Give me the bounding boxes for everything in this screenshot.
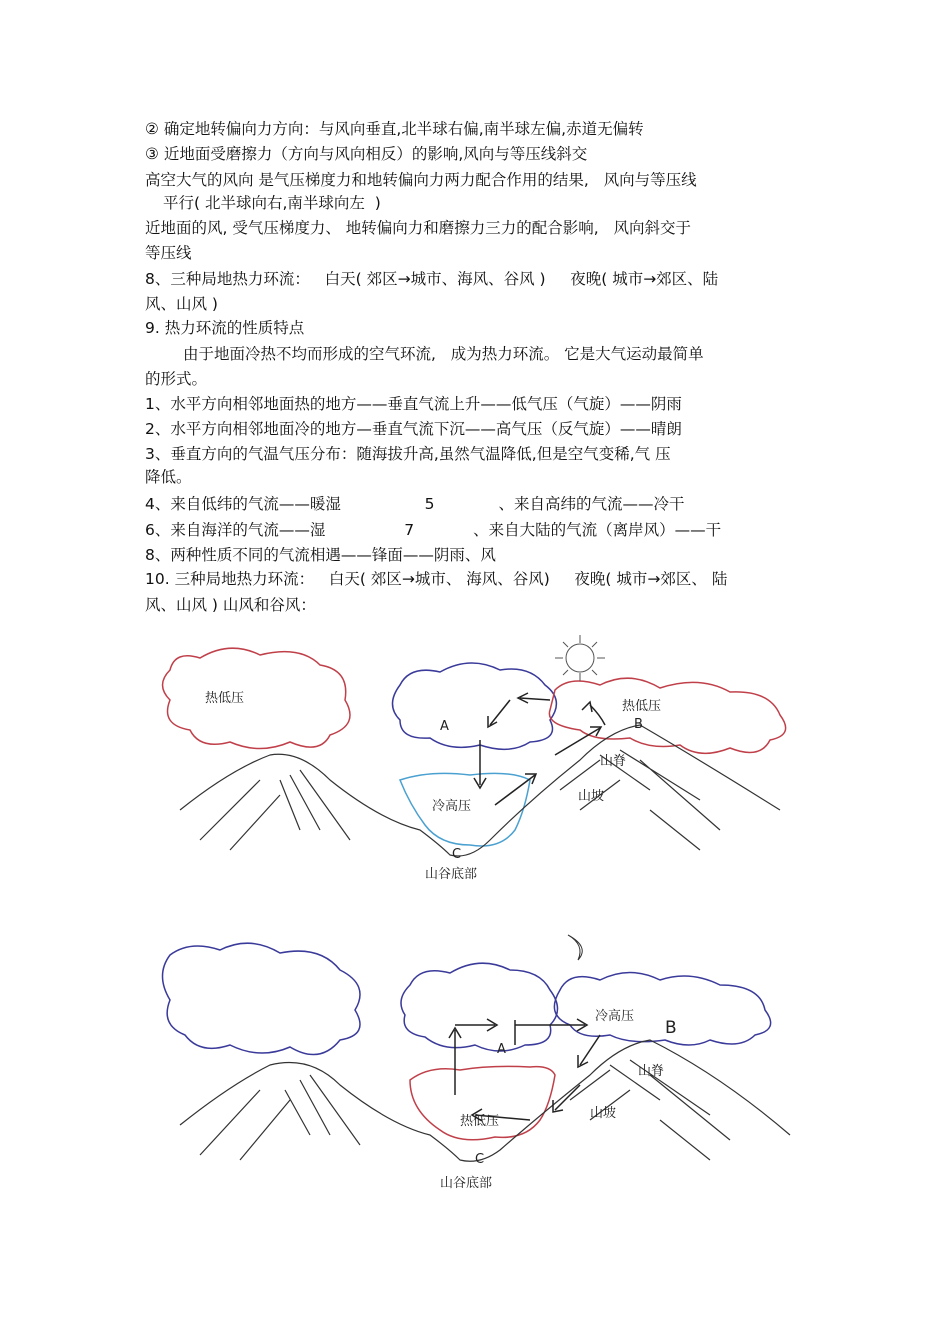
text-line: 高空大气的风向 是气压梯度力和地转偏向力两力配合作用的结果, 风向与等压线 [145,171,697,189]
label-a: A [440,719,449,734]
label-slope: 山坡 [590,1106,617,1121]
text-line: 由于地面冷热不均而形成的空气环流, 成为热力环流。 它是大气运动最简单 [183,345,704,363]
text-line: 等压线 [145,244,192,262]
label-cold-high: 冷高压 [595,1009,635,1024]
moon-icon [568,935,582,960]
valley-breeze-diagram [0,630,950,890]
label-hot-low-left: 热低压 [205,691,245,706]
text-line: 风、山风 ) 山风和谷风： [145,596,316,614]
label-hot-low-right: 热低压 [622,699,662,714]
label-c: C [475,1152,485,1167]
text-line: 6、来自海洋的气流——湿 7 、来自大陆的气流（离岸风）——干 [145,521,722,539]
text-line: ② 确定地转偏向力方向：与风向垂直,北半球右偏,南半球左偏,赤道无偏转 [145,120,644,138]
label-ridge: 山脊 [638,1064,665,1079]
label-c: C [452,847,462,862]
cloud-middle [393,663,557,749]
label-hot-low: 热低压 [460,1114,500,1129]
text-line: 近地面的风, 受气压梯度力、 地转偏向力和磨擦力三力的配合影响, 风向斜交于 [145,219,691,237]
text-line: 3、垂直方向的气温气压分布：随海拔升高,虽然气温降低,但是空气变稀,气 压 [145,445,671,463]
text-line: 的形式。 [145,370,208,388]
label-b: B [665,1018,677,1038]
sun-icon [555,635,605,681]
cloud-left [163,943,361,1054]
text-line: 10. 三种局地热力环流： 白天( 郊区→城市、 海风、谷风) 夜晚( 城市→郊区、 陆 [145,570,728,588]
mountains [180,1040,790,1161]
label-cold-high: 冷高压 [432,799,472,814]
text-line: 2、水平方向相邻地面冷的地方—垂直气流下沉——高气压（反气旋）——晴朗 [145,420,682,438]
mountain-breeze-diagram [0,925,950,1195]
arrows [449,1019,600,1121]
label-b: B [634,717,643,732]
cloud-right [549,678,785,753]
cloud-right [554,973,770,1046]
text-line: 8、两种性质不同的气流相遇——锋面——阴雨、风 [145,546,496,564]
text-line: 风、山风 ) [145,295,218,313]
text-line: 平行( 北半球向右,南半球向左 ) [163,194,381,212]
text-line: 9. 热力环流的性质特点 [145,319,305,337]
text-line: 1、水平方向相邻地面热的地方——垂直气流上升——低气压（气旋）——阴雨 [145,395,682,413]
label-valley: 山谷底部 [440,1176,493,1191]
text-line: 降低。 [145,468,192,486]
label-a: A [497,1042,506,1057]
text-line: 4、来自低纬的气流——暖湿 5 、来自高纬的气流——冷干 [145,495,685,513]
cloud-middle [401,963,558,1051]
label-ridge: 山脊 [600,754,627,769]
label-slope: 山坡 [578,789,605,804]
text-line: ③ 近地面受磨擦力（方向与风向相反）的影响,风向与等压线斜交 [145,145,588,163]
label-valley: 山谷底部 [425,867,478,882]
text-line: 8、三种局地热力环流： 白天( 郊区→城市、海风、谷风 ) 夜晚( 城市→郊区、陆 [145,270,719,288]
cloud-left [163,648,351,748]
